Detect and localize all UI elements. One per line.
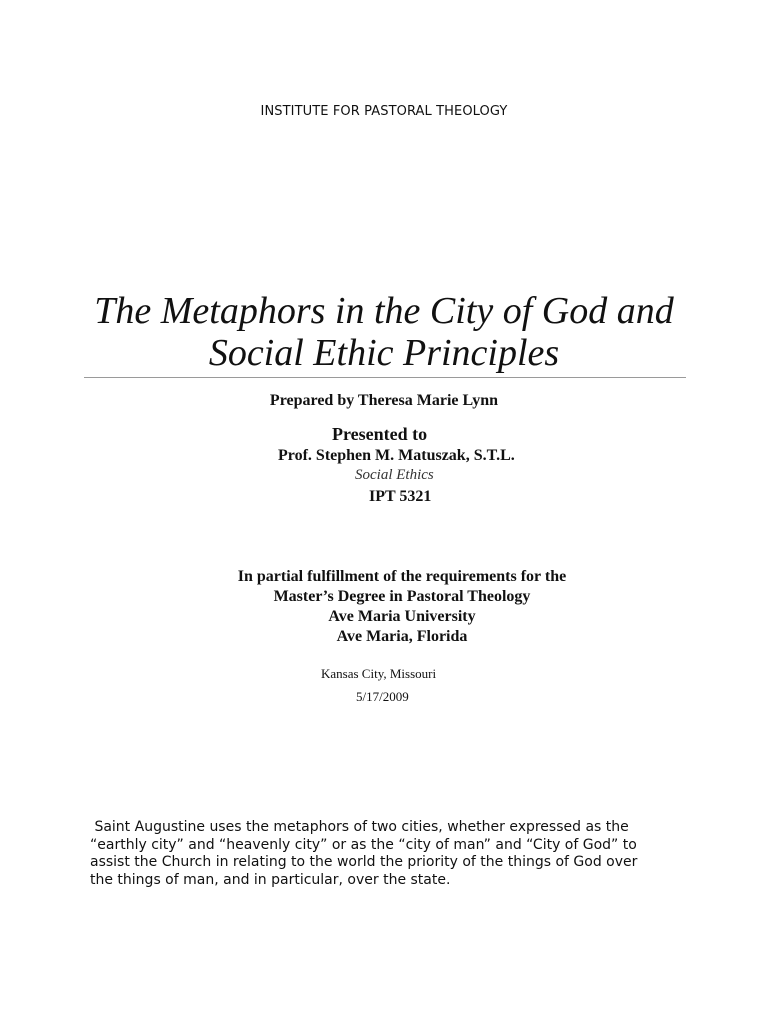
- presented-to-label: Presented to: [332, 424, 428, 444]
- body-line-4: the things of man, and in particular, over the state.: [90, 871, 451, 888]
- body-line-2: “earthly city” and “heavenly city” or as the “city of man” and “City of God” to: [90, 836, 637, 853]
- fulfillment-line-3: Ave Maria University: [328, 608, 476, 625]
- title-line-2: Social Ethic Principles: [208, 332, 560, 374]
- course-code: IPT 5321: [369, 488, 432, 505]
- fulfillment-line-2: Master’s Degree in Pastoral Theology: [273, 588, 531, 605]
- fulfillment-line-4: Ave Maria, Florida: [336, 628, 468, 645]
- course-name: Social Ethics: [355, 467, 434, 483]
- body-paragraph: [90, 819, 670, 889]
- prepared-by: Prepared by Theresa Marie Lynn: [269, 392, 499, 409]
- institute-name: INSTITUTE FOR PASTORAL THEOLOGY: [260, 104, 508, 119]
- body-line-1: Saint Augustine uses the metaphors of two cities, whether expressed as the: [90, 819, 629, 835]
- date: 5/17/2009: [356, 689, 409, 704]
- fulfillment-line-1: In partial fulfillment of the requirements for the: [237, 568, 567, 585]
- title-divider: [84, 377, 686, 378]
- location: Kansas City, Missouri: [321, 666, 437, 681]
- body-line-3: assist the Church in relating to the world the priority of the things of God over: [90, 854, 638, 870]
- professor-name: Prof. Stephen M. Matuszak, S.T.L.: [278, 447, 515, 464]
- title-line-1: The Metaphors in the City of God and: [94, 290, 674, 332]
- document-title: [0, 290, 768, 374]
